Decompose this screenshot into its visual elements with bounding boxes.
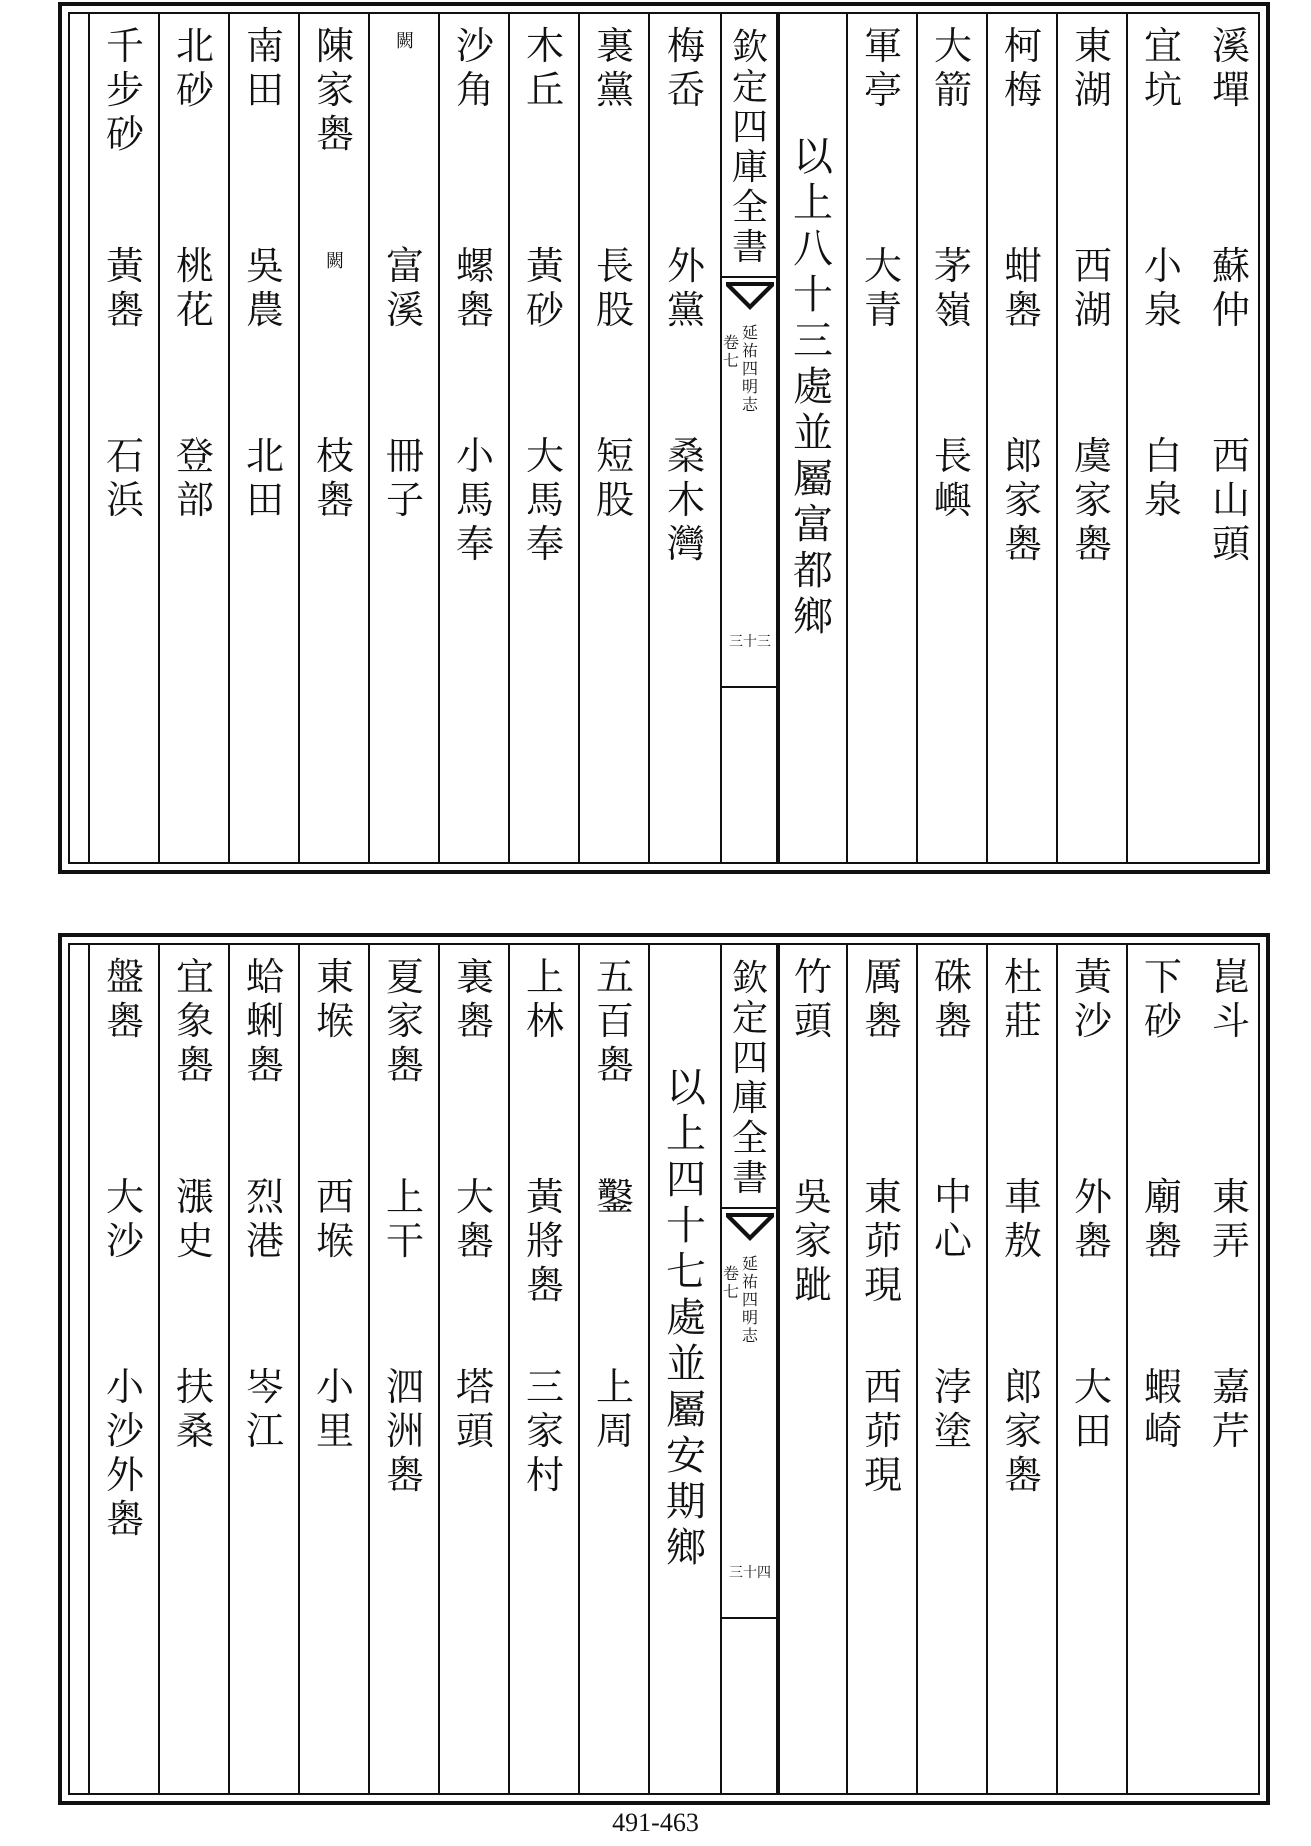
place-name: 大 馬 奉 — [525, 434, 564, 566]
text-column — [158, 14, 230, 862]
center-volume: 卷七 — [722, 1264, 739, 1301]
place-name: 大 青 — [863, 244, 902, 332]
place-name: 茅 嶺 — [933, 244, 972, 332]
place-name: 郎 家 嶴 — [1003, 1365, 1042, 1497]
place-name: 裏 黨 — [595, 24, 634, 112]
place-name: 扶 桑 — [175, 1365, 214, 1453]
lacuna-note: 闕 — [326, 251, 344, 272]
place-name: 夏 家 嶴 — [385, 955, 424, 1087]
center-fold-strip — [720, 14, 780, 862]
lacuna-note: 闕 — [396, 31, 414, 52]
page-number: 三十四 — [729, 1565, 771, 1581]
place-name: 厲 嶴 — [863, 955, 902, 1043]
place-name: 短 股 — [595, 434, 634, 522]
center-fold-strip — [720, 945, 780, 1793]
place-name: 中 心 — [933, 1175, 972, 1263]
text-column — [508, 945, 580, 1793]
text-column — [846, 14, 918, 862]
place-name: 漲 史 — [175, 1175, 214, 1263]
divider-line — [722, 686, 778, 688]
place-name: 千 步 砂 — [105, 24, 144, 156]
place-name: 白 泉 — [1143, 434, 1182, 522]
place-name: 大 田 — [1073, 1365, 1112, 1453]
place-name: 吳 農 — [245, 244, 284, 332]
center-book-title: 延祐四明志 — [741, 1254, 758, 1345]
center-volume: 卷七 — [722, 333, 739, 370]
text-column — [578, 945, 650, 1793]
place-name: 竹 頭 — [793, 955, 832, 1043]
fish-tail-mark-icon — [726, 1213, 774, 1243]
place-name: 黃 嶴 — [105, 244, 144, 332]
place-name: 東 茆 現 — [863, 1175, 902, 1307]
page-top — [58, 2, 1270, 874]
place-name: 枝 嶴 — [315, 434, 354, 522]
text-column — [776, 14, 848, 862]
page-bottom — [58, 933, 1270, 1805]
place-name: 大 嶴 — [455, 1175, 494, 1263]
summary-line: 以 上 四 十 七 處 並 屬 安 期 鄉 — [666, 1065, 706, 1571]
place-name: 螺 嶴 — [455, 244, 494, 332]
text-column — [228, 945, 300, 1793]
place-name: 西 山 頭 — [1211, 434, 1250, 566]
place-name: 三 家 村 — [525, 1365, 564, 1497]
text-column — [368, 14, 440, 862]
text-column — [1056, 945, 1128, 1793]
place-name: 泗 洲 嶴 — [385, 1365, 424, 1497]
fish-tail-mark-icon — [726, 282, 774, 312]
place-name: 岑 江 — [245, 1365, 284, 1453]
place-name: 黃 砂 — [525, 244, 564, 332]
text-column — [916, 14, 988, 862]
place-name: 木 丘 — [525, 24, 564, 112]
text-column — [1126, 14, 1198, 862]
text-column — [88, 945, 160, 1793]
place-name: 桑 木 灣 — [666, 434, 705, 566]
place-name: 北 砂 — [175, 24, 214, 112]
text-column — [648, 14, 722, 862]
place-name: 東 湖 — [1073, 24, 1112, 112]
summary-line: 以 上 八 十 三 處 並 屬 富 都 鄉 — [793, 134, 833, 640]
place-name: 廟 嶴 — [1143, 1175, 1182, 1263]
place-name: 外 黨 — [666, 244, 705, 332]
place-name: 柯 梅 — [1003, 24, 1042, 112]
place-name: 陳 家 嶴 — [315, 24, 354, 156]
place-name: 杜 莊 — [1003, 955, 1042, 1043]
place-name: 小 馬 奉 — [455, 434, 494, 566]
place-name: 上 周 — [595, 1365, 634, 1453]
text-column — [1126, 945, 1198, 1793]
place-name: 登 部 — [175, 434, 214, 522]
place-name: 東 弄 — [1211, 1175, 1250, 1263]
place-name: 小 沙 外 嶴 — [105, 1365, 144, 1541]
page-number: 三十三 — [729, 634, 771, 650]
place-name: 塔 頭 — [455, 1365, 494, 1453]
place-name: 蛤 蜊 嶴 — [245, 955, 284, 1087]
text-column — [1196, 14, 1266, 862]
place-name: 裏 嶴 — [455, 955, 494, 1043]
text-column — [438, 945, 510, 1793]
place-name: 東 堠 — [315, 955, 354, 1043]
place-name: 下 砂 — [1143, 955, 1182, 1043]
place-name: 黃 沙 — [1073, 955, 1112, 1043]
place-name: 嘉 芹 — [1211, 1365, 1250, 1453]
text-column — [1196, 945, 1266, 1793]
place-name: 烈 港 — [245, 1175, 284, 1263]
divider-line — [722, 1617, 778, 1619]
place-name: 大 沙 — [105, 1175, 144, 1263]
text-column — [298, 14, 370, 862]
text-column — [578, 14, 650, 862]
text-column — [368, 945, 440, 1793]
place-name: 硃 嶴 — [933, 955, 972, 1043]
text-column — [508, 14, 580, 862]
divider-line — [722, 1207, 778, 1209]
place-name: 郎 家 嶴 — [1003, 434, 1042, 566]
divider-line — [722, 276, 778, 278]
place-name: 西 湖 — [1073, 244, 1112, 332]
place-name: 富 溪 — [385, 244, 424, 332]
place-name: 車 敖 — [1003, 1175, 1042, 1263]
place-name: 蘇 仲 — [1211, 244, 1250, 332]
text-column — [298, 945, 370, 1793]
place-name: 宜 坑 — [1143, 24, 1182, 112]
text-column — [776, 945, 848, 1793]
place-name: 軍 亭 — [863, 24, 902, 112]
text-column — [1056, 14, 1128, 862]
place-name: 黃 將 嶴 — [525, 1175, 564, 1307]
text-column — [158, 945, 230, 1793]
place-name: 崑 斗 — [1211, 955, 1250, 1043]
text-column — [228, 14, 300, 862]
place-name: 溪 墠 — [1211, 24, 1250, 112]
place-name: 蚶 嶴 — [1003, 244, 1042, 332]
place-name: 西 堠 — [315, 1175, 354, 1263]
place-name: 桃 花 — [175, 244, 214, 332]
place-name: 石 浜 — [105, 434, 144, 522]
page-footer: 491-463 — [612, 1808, 699, 1837]
center-title: 欽定四庫全書 — [731, 958, 768, 1199]
place-name: 蝦 崎 — [1143, 1365, 1182, 1453]
place-name: 梅 岙 — [666, 24, 705, 112]
place-name: 冊 子 — [385, 434, 424, 522]
place-name: 西 茆 現 — [863, 1365, 902, 1497]
place-name: 五 百 嶴 — [595, 955, 634, 1087]
text-column — [648, 945, 722, 1793]
center-book-title: 延祐四明志 — [741, 323, 758, 414]
text-column — [88, 14, 160, 862]
place-name: 鑿 — [595, 1175, 634, 1219]
text-column — [986, 945, 1058, 1793]
place-name: 小 里 — [315, 1365, 354, 1453]
place-name: 上 林 — [525, 955, 564, 1043]
place-name: 北 田 — [245, 434, 284, 522]
place-name: 外 嶴 — [1073, 1175, 1112, 1263]
place-name: 南 田 — [245, 24, 284, 112]
text-column — [438, 14, 510, 862]
place-name: 吳 家 跐 — [793, 1175, 832, 1307]
place-name: 長 嶼 — [933, 434, 972, 522]
place-name: 虞 家 嶴 — [1073, 434, 1112, 566]
place-name: 沙 角 — [455, 24, 494, 112]
text-column — [916, 945, 988, 1793]
text-column — [986, 14, 1058, 862]
place-name: 浡 塗 — [933, 1365, 972, 1453]
place-name: 小 泉 — [1143, 244, 1182, 332]
place-name: 宜 象 嶴 — [175, 955, 214, 1087]
place-name: 上 干 — [385, 1175, 424, 1263]
text-column — [846, 945, 918, 1793]
place-name: 盤 嶴 — [105, 955, 144, 1043]
place-name: 長 股 — [595, 244, 634, 332]
center-title: 欽定四庫全書 — [731, 27, 768, 268]
place-name: 大 箭 — [933, 24, 972, 112]
